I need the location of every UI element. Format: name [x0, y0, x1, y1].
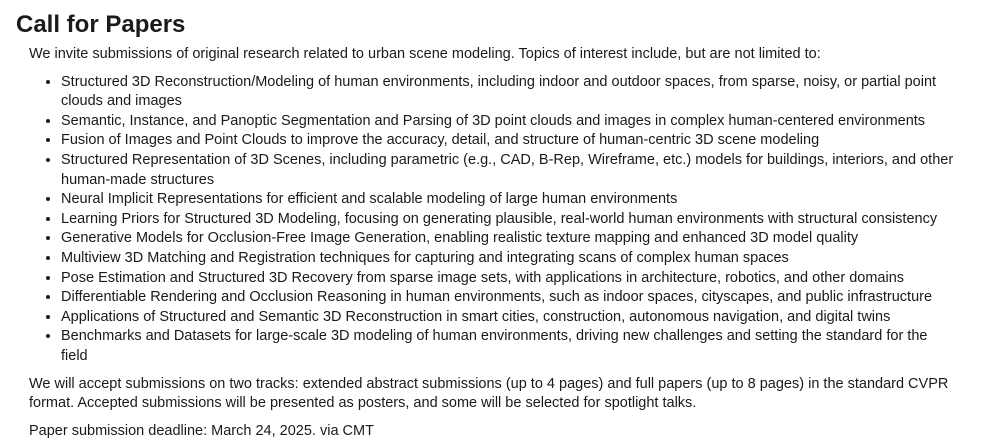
topic-item: • Applications of Structured and Semantic 3D Reconstruction in smart cities, construction, autonomous navigation, and digital twins [61, 308, 984, 328]
topic-item: • Differentiable Rendering and Occlusion Reasoning in human environments, such as indoor spaces, cityscapes, and public infrastructure [61, 288, 984, 308]
section-content [16, 45, 984, 441]
topic-item: • Benchmarks and Datasets for large-scale 3D modeling of human environments, driving new challenges and setting the standard for the field [61, 327, 984, 366]
intro-paragraph: We invite submissions of original research related to urban scene modeling. Topics of interest include, but are not limited to: [29, 46, 821, 62]
tracks-paragraph: We will accept submissions on two tracks: extended abstract submissions (up to 4 pages) and full papers (up to 8 pages) in the standard CVPR format. Accepted submissions will be presented as posters, and some will be selected for spotlight talks. [29, 375, 949, 412]
topics-list [29, 73, 984, 367]
topic-item: • Pose Estimation and Structured 3D Recovery from sparse image sets, with applications in architecture, robotics, and other domains [61, 269, 984, 289]
topic-item: • Neural Implicit Representations for efficient and scalable modeling of large human environments [61, 190, 984, 210]
topic-item: • Multiview 3D Matching and Registration techniques for capturing and integrating scans of complex human spaces [61, 249, 984, 269]
topic-item: • Semantic, Instance, and Panoptic Segmentation and Parsing of 3D point clouds and images in complex human-centered environments [61, 112, 984, 132]
topic-item: • Generative Models for Occlusion-Free Image Generation, enabling realistic texture mapping and enhanced 3D model quality [61, 229, 984, 249]
topic-item: • Fusion of Images and Point Clouds to improve the accuracy, detail, and structure of human-centric 3D scene modeling [61, 131, 984, 151]
deadline-paragraph: Paper submission deadline: March 24, 2025. via CMT [29, 422, 374, 439]
topic-item: • Structured Representation of 3D Scenes, including parametric (e.g., CAD, B-Rep, Wireframe, etc.) models for buildings, interiors, and other human-made structures [61, 151, 984, 190]
topic-item: • Structured 3D Reconstruction/Modeling of human environments, including indoor and outdoor spaces, from sparse, noisy, or partial point clouds and images [61, 73, 984, 112]
section-title: Call for Papers [16, 11, 186, 38]
topic-item: • Learning Priors for Structured 3D Modeling, focusing on generating plausible, real-world human environments with structural consistency [61, 210, 984, 230]
